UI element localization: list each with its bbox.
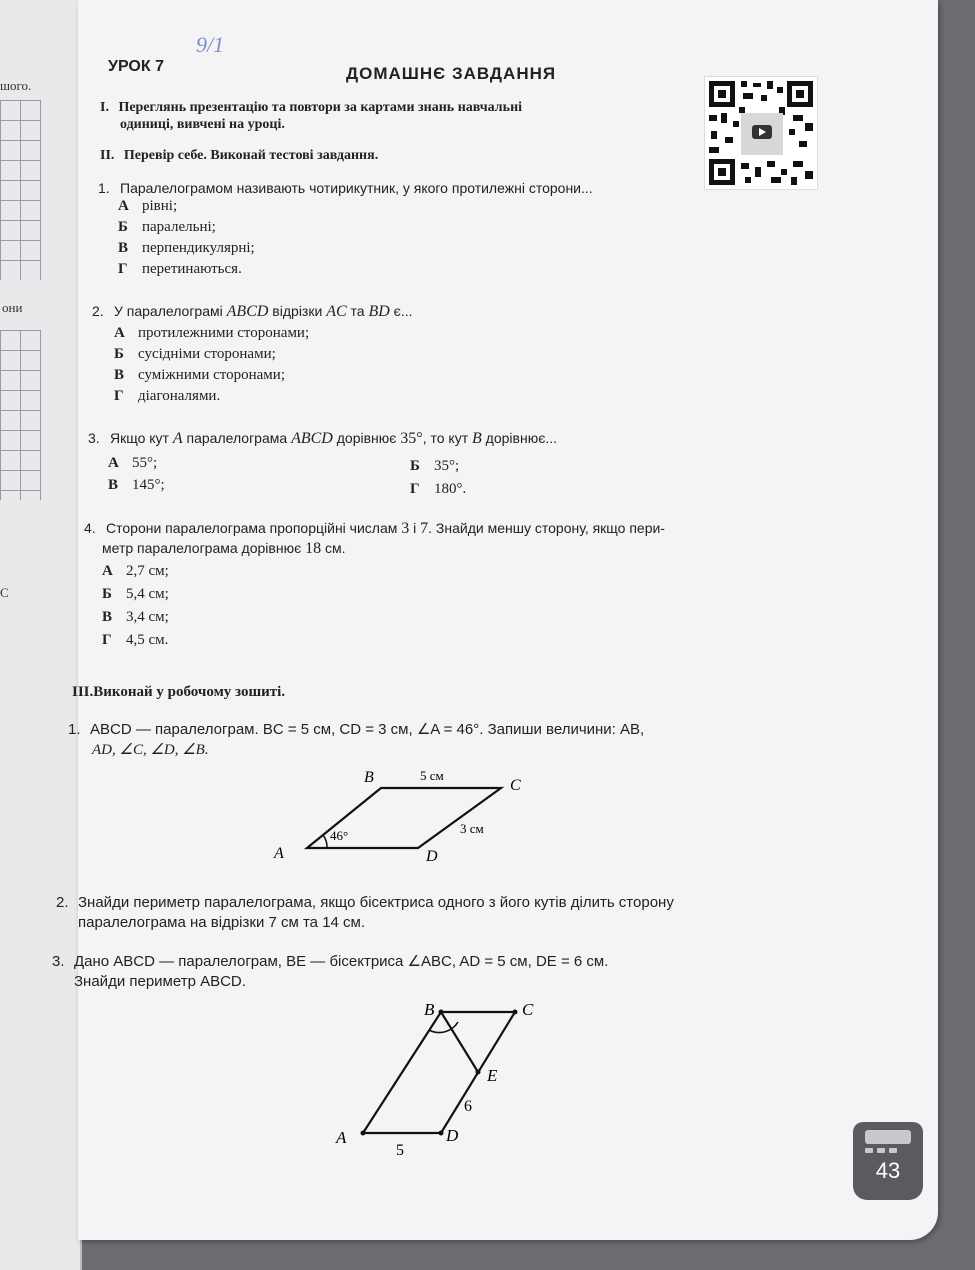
qr-code-icon[interactable] xyxy=(704,76,818,190)
section3-title: Виконай у робочому зошиті. xyxy=(93,684,286,700)
task-3: 3. Дано ABCD — паралелограм, BE — бісектриса ∠ABC, AD = 5 см, DE = 6 см. xyxy=(52,953,609,970)
vertex-label: A xyxy=(336,1128,347,1147)
answer-option[interactable]: Б паралельні; xyxy=(118,219,216,235)
section-number: III. xyxy=(72,684,94,700)
answer-option[interactable]: В 145°; xyxy=(108,477,165,493)
answer-option[interactable]: В 3,4 см; xyxy=(102,609,169,625)
vertex-label: B xyxy=(364,769,374,786)
vertex-label: C xyxy=(522,1000,534,1019)
answer-option[interactable]: Г діагоналями. xyxy=(114,388,221,404)
answer-option[interactable]: Г 4,5 см. xyxy=(102,632,169,648)
left-page-fragment: они xyxy=(2,300,23,315)
vertex-label: E xyxy=(487,1066,498,1085)
parallelogram-figure-1 xyxy=(258,760,538,870)
page-number: 43 xyxy=(875,1158,901,1183)
task-2: паралелограма на відрізки 7 см та 14 см. xyxy=(78,914,366,931)
bisector-line xyxy=(441,1012,478,1072)
angle-arc xyxy=(323,835,327,848)
task-1: AD, ∠C, ∠D, ∠B. xyxy=(92,742,209,758)
answer-option[interactable]: А рівні; xyxy=(118,198,178,214)
section1-text: одиниці, вивчені на уроці. xyxy=(120,117,285,132)
handwritten-note: 9/1 xyxy=(196,32,225,57)
answer-option[interactable]: В перпендикулярні; xyxy=(118,240,255,256)
question-number: 1. xyxy=(98,180,110,196)
calculator-icon xyxy=(853,1122,923,1200)
side-label: 5 xyxy=(396,1142,404,1159)
answer-option[interactable]: Г перетинаються. xyxy=(118,261,242,277)
left-page-grid xyxy=(0,330,41,500)
task-3: Знайди периметр ABCD. xyxy=(74,973,246,990)
side-label: 3 см xyxy=(460,821,484,836)
answer-option[interactable]: В суміжними сторонами; xyxy=(114,367,285,383)
question-text: Паралелограмом називають чотирикутник, у якого протилежні сторони... xyxy=(120,180,593,196)
left-page-edge xyxy=(0,0,82,1270)
question-3: 3. Якщо кут A паралелограма ABCD дорівнює 35°, то кут B дорівнює... xyxy=(88,430,558,447)
task-2: 2. Знайди периметр паралелограма, якщо бісектриса одного з його кутів ділить сторону xyxy=(56,894,674,911)
side-label: 5 см xyxy=(420,768,444,783)
answer-option[interactable]: Б 35°; xyxy=(410,458,460,474)
vertex-label: A xyxy=(274,845,284,862)
vertex-label: B xyxy=(424,1000,435,1019)
answer-option[interactable]: А 55°; xyxy=(108,455,158,471)
section1-text: Переглянь презентацію та повтори за картами знань навчальні xyxy=(118,100,523,115)
page-title: ДОМАШНЄ ЗАВДАННЯ xyxy=(346,64,557,83)
answer-option[interactable]: А протилежними сторонами; xyxy=(114,325,310,341)
left-page-fragment: шого. xyxy=(0,78,32,93)
answer-option[interactable]: Б 5,4 см; xyxy=(102,586,169,602)
lesson-label: УРОК 7 xyxy=(108,58,164,75)
vertex-label: D xyxy=(446,1126,459,1145)
left-page-grid xyxy=(0,100,41,280)
answer-option[interactable]: Г 180°. xyxy=(410,481,467,497)
answer-option[interactable]: А 2,7 см; xyxy=(102,563,169,579)
section-number: I. xyxy=(100,100,109,115)
angle-label: 46° xyxy=(330,828,349,843)
vertex-label: D xyxy=(426,848,438,865)
question-4: метр паралелограма дорівнює 18 см. xyxy=(102,540,346,557)
question-2: 2. У паралелограмі ABCD відрізки AC та BD є... xyxy=(92,303,413,320)
task-1: 1. ABCD — паралелограм. BC = 5 см, CD = 3 см, ∠A = 46°. Запиши величини: AB, xyxy=(68,721,645,738)
question-4: 4. Сторони паралелограма пропорційні числам 3 і 7. Знайди меншу сторону, якщо пери- xyxy=(84,520,665,537)
vertex-label: C xyxy=(510,777,521,794)
section2-title: Перевір себе. Виконай тестові завдання. xyxy=(123,148,379,163)
side-label: 6 xyxy=(464,1098,472,1115)
workbook-page xyxy=(52,0,938,1240)
answer-option[interactable]: Б сусідніми сторонами; xyxy=(114,346,276,362)
parallelogram-figure-2 xyxy=(328,995,558,1165)
section-number: II. xyxy=(100,148,115,163)
left-page-fragment: С xyxy=(0,585,9,600)
